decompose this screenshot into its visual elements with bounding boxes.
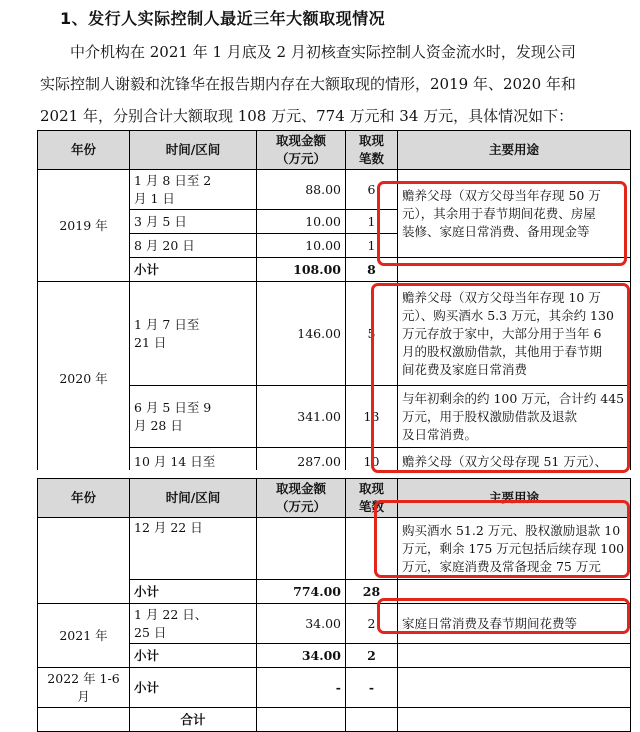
- year-cell-2021: 2021 年: [38, 604, 130, 668]
- total-count: [346, 708, 398, 732]
- period-cell: 12 月 22 日: [130, 518, 257, 580]
- header-usage: 主要用途: [398, 479, 631, 518]
- usage-cell-2020-b: 与年初剩余的约 100 万元，合计约 445 万元，用于股权激励借款及退款 及日常消费。: [398, 386, 631, 448]
- table-row: [38, 282, 631, 386]
- period-cell: 1 月 22 日、 25 日: [130, 604, 257, 644]
- year-cell-2020: 2020 年: [38, 282, 130, 476]
- total-empty: [38, 708, 130, 732]
- count-cell: 6: [346, 170, 398, 210]
- paragraph-line: 2021 年，分别合计大额取现 108 万元、774 万元和 34 万元，具体情况如下：: [40, 107, 574, 125]
- header-period: 时间/区间: [130, 479, 257, 518]
- count-cell: 1: [346, 234, 398, 258]
- usage-cell-empty: [398, 644, 631, 668]
- subtotal-count: -: [346, 668, 398, 708]
- amount-cell: 10.00: [257, 234, 346, 258]
- count-cell: 13: [346, 386, 398, 448]
- table-row: [38, 668, 631, 708]
- subtotal-label: 小计: [130, 644, 257, 668]
- total-row: [38, 708, 631, 732]
- subtotal-count: 8: [346, 258, 398, 282]
- table-header-row: [38, 479, 631, 518]
- subtotal-amount: 34.00: [257, 644, 346, 668]
- usage-cell-empty: [398, 258, 631, 282]
- period-cell: 1 月 7 日至 21 日: [130, 282, 257, 386]
- header-year: 年份: [38, 479, 130, 518]
- usage-cell-2021: 家庭日常消费及春节期间花费等: [398, 604, 631, 644]
- subtotal-label: 小计: [130, 668, 257, 708]
- count-cell: 5: [346, 282, 398, 386]
- amount-cell: 341.00: [257, 386, 346, 448]
- count-cell: 1: [346, 210, 398, 234]
- withdrawal-table-page1: [37, 130, 631, 476]
- amount-cell: 34.00: [257, 604, 346, 644]
- usage-cell-2020-a: 赡养父母（双方父母当年存现 10 万 元）、购买酒水 5.3 万元，其余约 130 万元存放于家中，大部分用于当年 6 月的股权激励借款，其他用于春节期 间花费及家庭日常消费: [398, 282, 631, 386]
- amount-cell: 146.00: [257, 282, 346, 386]
- count-cell: 2: [346, 604, 398, 644]
- subtotal-label: 小计: [130, 258, 257, 282]
- total-amount: [257, 708, 346, 732]
- amount-cell: 88.00: [257, 170, 346, 210]
- table-row: [38, 518, 631, 580]
- subtotal-amount: -: [257, 668, 346, 708]
- subtotal-amount: 108.00: [257, 258, 346, 282]
- usage-cell-2019: 赡养父母（双方父母当年存现 50 万 元），其余用于春节期间花费、房屋 装修、家庭日常消费、备用现金等: [398, 170, 631, 258]
- year-cell-continued: [38, 518, 130, 604]
- period-cell: 8 月 20 日: [130, 234, 257, 258]
- table-row: [38, 604, 631, 644]
- usage-cell-2020-c: 赡养父母（双方父母存现 51 万元）、: [398, 448, 631, 476]
- count-cell: 10: [346, 448, 398, 476]
- amount-cell: 287.00: [257, 448, 346, 476]
- count-cell: [346, 518, 398, 580]
- header-count: 取现 笔数: [346, 131, 398, 170]
- table-header-row: [38, 131, 631, 170]
- subtotal-count: 2: [346, 644, 398, 668]
- section-heading: 1、发行人实际控制人最近三年大额取现情况: [60, 9, 386, 28]
- usage-cell-empty: [398, 708, 631, 732]
- header-usage: 主要用途: [398, 131, 631, 170]
- total-label: 合计: [130, 708, 257, 732]
- year-cell-2022: 2022 年 1-6 月: [38, 668, 130, 708]
- usage-cell-empty: [398, 668, 631, 708]
- header-count: 取现 笔数: [346, 479, 398, 518]
- usage-cell-empty: [398, 580, 631, 604]
- amount-cell: 10.00: [257, 210, 346, 234]
- header-amount: 取现金额 （万元）: [257, 131, 346, 170]
- period-cell: 10 月 14 日至: [130, 448, 257, 476]
- withdrawal-table-page2: [37, 478, 631, 732]
- amount-cell: [257, 518, 346, 580]
- page-break: [0, 470, 640, 478]
- subtotal-amount: 774.00: [257, 580, 346, 604]
- intro-paragraph: [40, 36, 625, 132]
- subtotal-label: 小计: [130, 580, 257, 604]
- subtotal-count: 28: [346, 580, 398, 604]
- header-amount: 取现金额 （万元）: [257, 479, 346, 518]
- header-period: 时间/区间: [130, 131, 257, 170]
- period-cell: 3 月 5 日: [130, 210, 257, 234]
- usage-cell-2020-d: 购买酒水 51.2 万元、股权激励退款 10 万元，剩余 175 万元包括后续存现 100 万元，家庭消费及常备现金 75 万元: [398, 518, 631, 580]
- header-year: 年份: [38, 131, 130, 170]
- paragraph-line: 中介机构在 2021 年 1 月底及 2 月初核查实际控制人资金流水时，发现公司: [70, 43, 576, 61]
- paragraph-line: 实际控制人谢毅和沈锋华在报告期内存在大额取现的情形，2019 年、2020 年和: [40, 75, 576, 93]
- year-cell-2019: 2019 年: [38, 170, 130, 282]
- table-row: [38, 170, 631, 210]
- period-cell: 1 月 8 日至 2 月 1 日: [130, 170, 257, 210]
- period-cell: 6 月 5 日至 9 月 28 日: [130, 386, 257, 448]
